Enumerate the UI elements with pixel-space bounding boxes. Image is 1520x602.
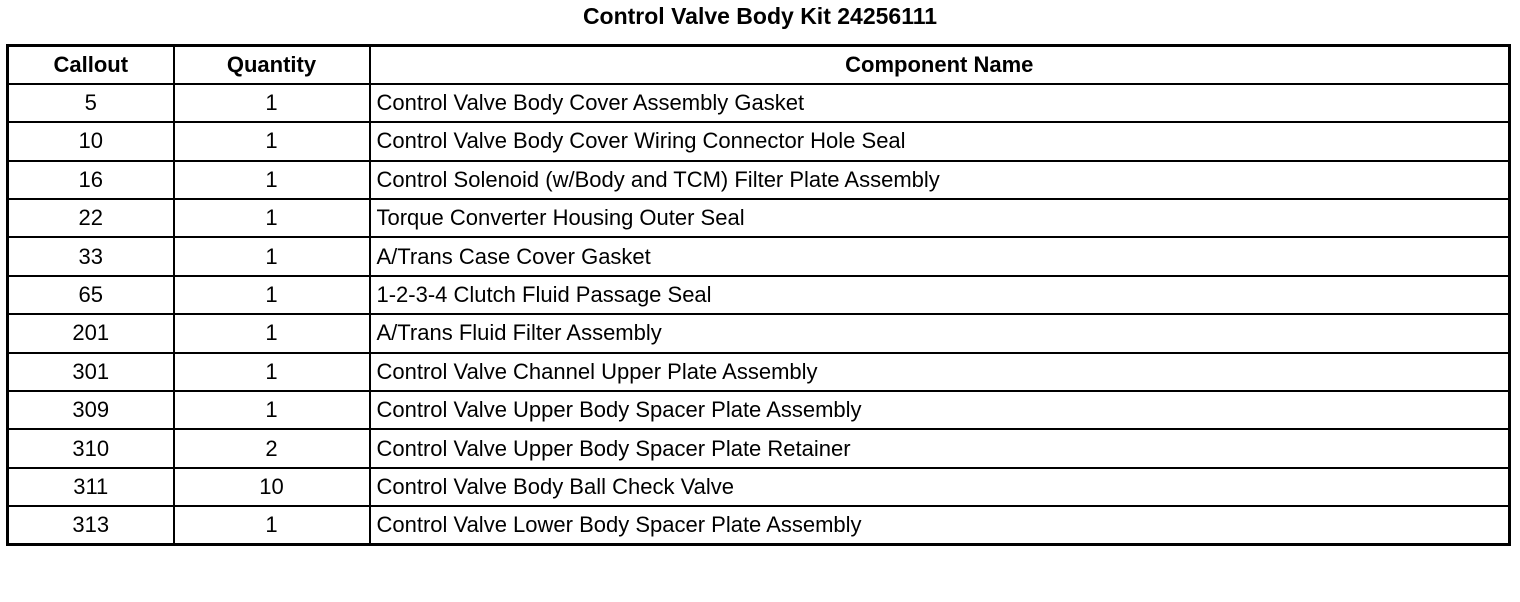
- table-row: [8, 506, 1510, 544]
- header-callout: Callout: [8, 46, 174, 84]
- table-row: [8, 468, 1510, 506]
- cell-quantity: 1: [174, 199, 370, 237]
- kit-components-table: [6, 44, 1511, 546]
- cell-callout: 65: [8, 276, 174, 314]
- cell-component-name: Torque Converter Housing Outer Seal: [370, 199, 1510, 237]
- cell-quantity: 1: [174, 161, 370, 199]
- cell-quantity: 2: [174, 429, 370, 467]
- cell-component-name: Control Valve Upper Body Spacer Plate Retainer: [370, 429, 1510, 467]
- cell-component-name: A/Trans Case Cover Gasket: [370, 237, 1510, 275]
- cell-component-name: Control Valve Body Cover Wiring Connector Hole Seal: [370, 122, 1510, 160]
- cell-callout: 313: [8, 506, 174, 544]
- cell-quantity: 1: [174, 391, 370, 429]
- cell-component-name: Control Valve Upper Body Spacer Plate Assembly: [370, 391, 1510, 429]
- header-component-name: Component Name: [370, 46, 1510, 84]
- cell-callout: 201: [8, 314, 174, 352]
- cell-component-name: Control Valve Channel Upper Plate Assembly: [370, 353, 1510, 391]
- cell-callout: 33: [8, 237, 174, 275]
- cell-callout: 310: [8, 429, 174, 467]
- cell-callout: 301: [8, 353, 174, 391]
- table-row: [8, 161, 1510, 199]
- table-row: [8, 199, 1510, 237]
- table-row: [8, 84, 1510, 122]
- page-title: Control Valve Body Kit 24256111: [582, 3, 938, 29]
- cell-component-name: Control Valve Body Ball Check Valve: [370, 468, 1510, 506]
- table-header-row: [8, 46, 1510, 84]
- cell-callout: 22: [8, 199, 174, 237]
- cell-quantity: 1: [174, 353, 370, 391]
- cell-component-name: A/Trans Fluid Filter Assembly: [370, 314, 1510, 352]
- cell-callout: 16: [8, 161, 174, 199]
- cell-quantity: 1: [174, 122, 370, 160]
- cell-component-name: 1-2-3-4 Clutch Fluid Passage Seal: [370, 276, 1510, 314]
- cell-callout: 5: [8, 84, 174, 122]
- cell-quantity: 1: [174, 84, 370, 122]
- table-row: [8, 314, 1510, 352]
- cell-callout: 309: [8, 391, 174, 429]
- cell-quantity: 1: [174, 276, 370, 314]
- cell-component-name: Control Valve Lower Body Spacer Plate Assembly: [370, 506, 1510, 544]
- cell-callout: 311: [8, 468, 174, 506]
- table-row: [8, 122, 1510, 160]
- table-row: [8, 391, 1510, 429]
- table-row: [8, 353, 1510, 391]
- cell-callout: 10: [8, 122, 174, 160]
- cell-quantity: 1: [174, 314, 370, 352]
- header-quantity: Quantity: [174, 46, 370, 84]
- cell-quantity: 1: [174, 506, 370, 544]
- table-row: [8, 429, 1510, 467]
- cell-quantity: 1: [174, 237, 370, 275]
- cell-component-name: Control Valve Body Cover Assembly Gasket: [370, 84, 1510, 122]
- table-row: [8, 237, 1510, 275]
- cell-component-name: Control Solenoid (w/Body and TCM) Filter Plate Assembly: [370, 161, 1510, 199]
- table-row: [8, 276, 1510, 314]
- cell-quantity: 10: [174, 468, 370, 506]
